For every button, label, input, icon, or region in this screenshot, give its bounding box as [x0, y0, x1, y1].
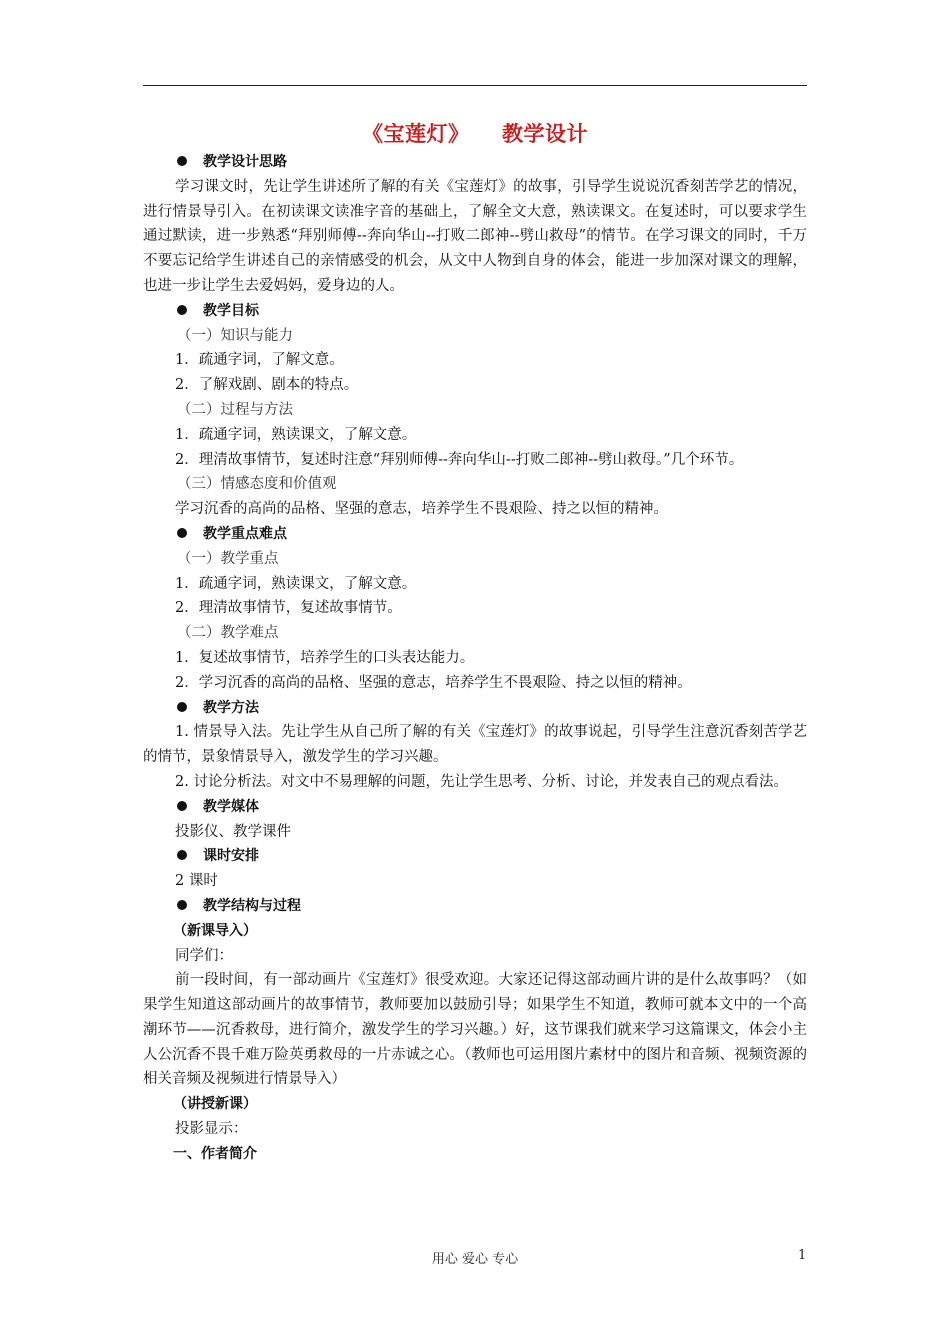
section-heading: 教学设计思路 — [143, 150, 807, 175]
bullet-icon — [177, 900, 187, 910]
bold-subheading: （讲授新课） — [173, 1096, 257, 1113]
footer-motto: 用心 爱心 专心 — [431, 1252, 519, 1267]
paragraph: 2 课时 — [175, 873, 218, 890]
paragraph: 同学们： — [175, 947, 233, 964]
bullet-icon — [177, 702, 187, 712]
section-heading: 课时安排 — [143, 844, 807, 869]
list-item: 1．疏通字词，熟读课文，了解文意。 — [175, 575, 417, 592]
paragraph: 投影显示： — [175, 1121, 248, 1138]
bullet-icon — [177, 850, 187, 860]
bold-subheading: 一、作者简介 — [173, 1145, 257, 1162]
bullet-icon — [177, 305, 187, 315]
page-number: 1 — [798, 1248, 807, 1263]
list-item: 1．疏通字词，了解文意。 — [175, 352, 344, 369]
paragraph: 学习课文时，先让学生讲述所了解的有关《宝莲灯》的故事，引导学生说说沉香刻苦学艺的情况，进行情景导引入。在初读课文读准字音的基础上，了解全文大意，熟读课文。在复述时，可以要求学生通过默读，进一步熟悉“拜别师傅--奔向华山--打败二郎神--劈山救母”的情节。在学习课文的同时，千万不要忘记给学生讲述自己的亲情感受的机会，从文中人物到自身的体会，能进一步加深对课文的理解，也进一步让学生去爱妈妈，爱身边的人。 — [143, 178, 807, 294]
subheading: （三）情感态度和价值观 — [177, 476, 337, 493]
paragraph: 投影仪、教学课件 — [175, 823, 291, 840]
document-title: 《宝莲灯》 教学设计 — [362, 122, 588, 146]
section-heading: 教学方法 — [143, 696, 807, 721]
section-heading: 教学结构与过程 — [143, 894, 807, 919]
bullet-icon — [177, 156, 187, 166]
bold-subheading: （新课导入） — [173, 922, 257, 939]
section-heading: 教学媒体 — [143, 795, 807, 820]
document-body — [143, 150, 807, 1167]
list-item: 2. 讨论分析法。对文中不易理解的问题，先让学生思考、分析、讨论，并发表自己的观点看法。 — [175, 773, 788, 790]
list-item: 1. 情景导入法。先让学生从自己所了解的有关《宝莲灯》的故事说起，引导学生注意沉香刻苦学艺的情节，景象情景导入，激发学生的学习兴趣。 — [143, 724, 807, 766]
section-heading: 教学目标 — [143, 299, 807, 324]
subheading: （一）知识与能力 — [177, 327, 293, 344]
list-item: 2．了解戏剧、剧本的特点。 — [175, 377, 359, 394]
header-rule — [143, 85, 807, 86]
subheading: （二）过程与方法 — [177, 401, 293, 418]
section-heading: 教学重点难点 — [143, 522, 807, 547]
paragraph: 前一段时间，有一部动画片《宝莲灯》很受欢迎。大家还记得这部动画片讲的是什么故事吗？（如果学生知道这部动画片的故事情节，教师要加以鼓励引导；如果学生不知道，教师可就本文中的一个高潮环节——沉香救母，进行简介，激发学生的学习兴趣。）好，这节课我们就来学习这篇课文，体会小主人公沉香不畏千难万险英勇救母的一片赤诚之心。（教师也可运用图片素材中的图片和音频、视频资源的相关音频及视频进行情景导入） — [143, 972, 807, 1088]
bullet-icon — [177, 528, 187, 538]
list-item: 1．疏通字词，熟读课文，了解文意。 — [175, 426, 417, 443]
bullet-icon — [177, 801, 187, 811]
list-item: 2．理清故事情节，复述时注意“拜别师傅--奔向华山--打败二郎神--劈山救母。”几个环节。 — [175, 451, 744, 468]
list-item: 2．理清故事情节，复述故事情节。 — [175, 600, 402, 617]
list-item: 1．复述故事情节，培养学生的口头表达能力。 — [175, 649, 475, 666]
list-item: 2．学习沉香的高尚的品格、坚强的意志，培养学生不畏艰险、持之以恒的精神。 — [175, 674, 692, 691]
subheading: （二）教学难点 — [177, 625, 279, 642]
paragraph: 学习沉香的高尚的品格、坚强的意志，培养学生不畏艰险、持之以恒的精神。 — [175, 501, 668, 518]
subheading: （一）教学重点 — [177, 550, 279, 567]
